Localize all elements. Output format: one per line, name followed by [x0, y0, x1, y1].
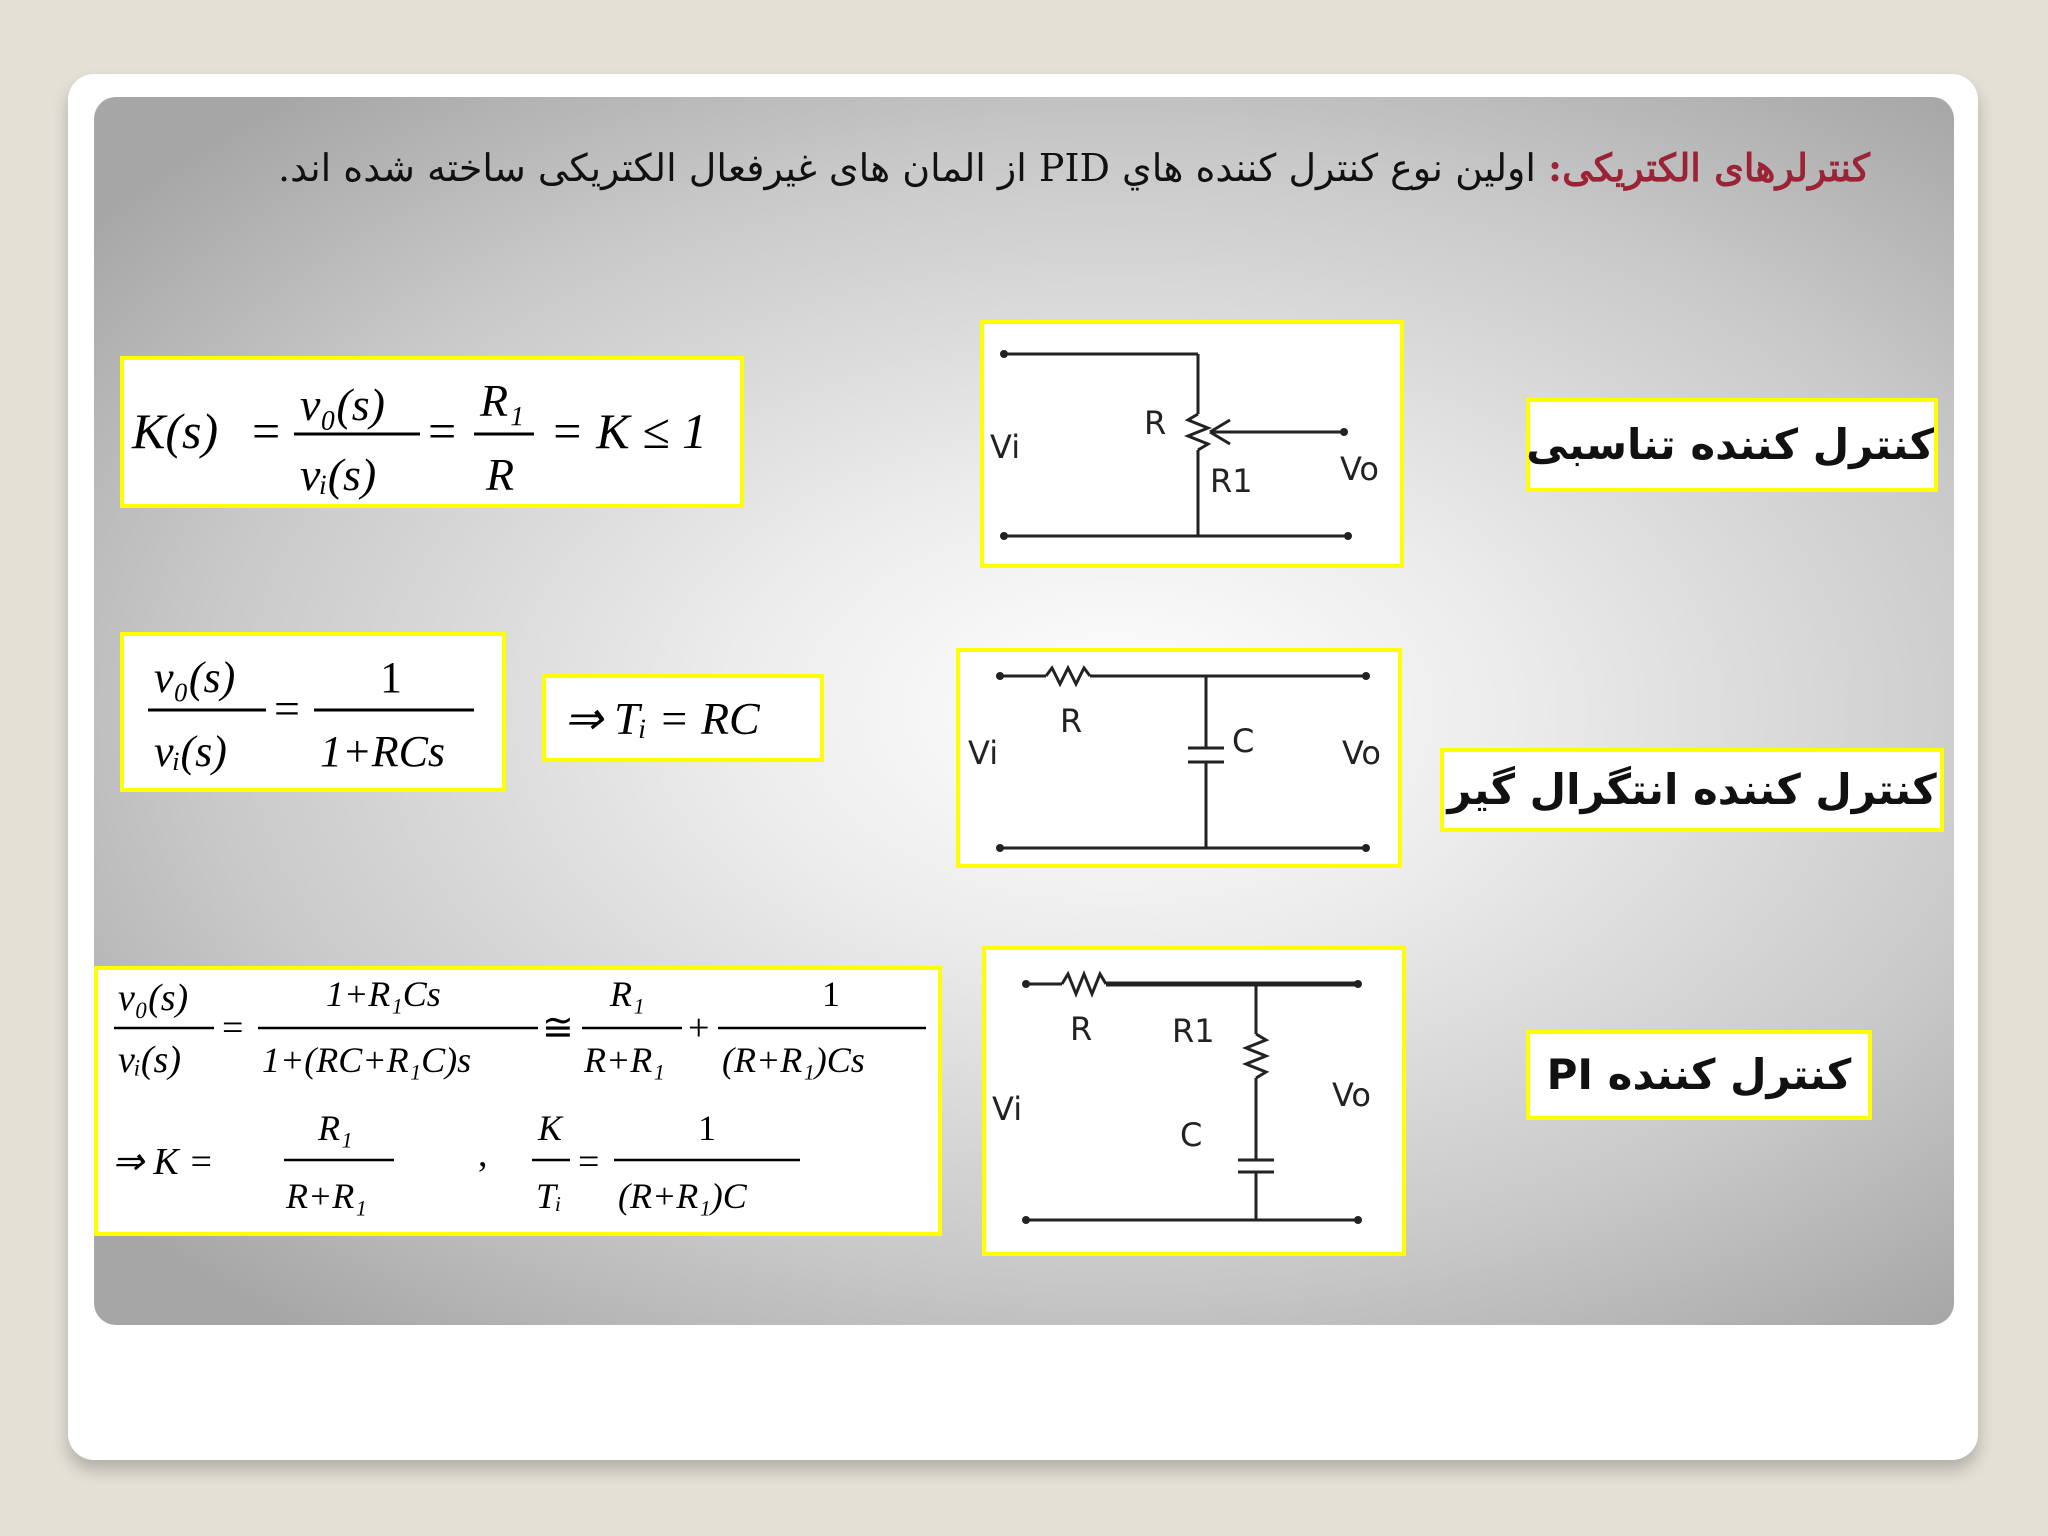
resistor-r-label: R	[1144, 404, 1167, 442]
eq-r: R	[486, 449, 515, 500]
vo-terminal-label: Vo	[1340, 450, 1379, 488]
eq-vo: v₀(s)	[154, 653, 236, 702]
eq-integrator-denominator: 1+RCs	[320, 727, 446, 776]
proportional-equation	[120, 356, 744, 508]
capacitor-c-label: C	[1232, 722, 1255, 760]
eq-pi-r1: R₁	[318, 1108, 353, 1148]
section-heading: کنترلرهای الکتریکی:	[1548, 145, 1870, 190]
eq-vi: vᵢ(s)	[154, 727, 227, 776]
header-line	[150, 138, 1870, 198]
integrator-equation	[120, 632, 506, 792]
resistor-r1-label: R1	[1210, 462, 1253, 500]
eq-plus: +	[688, 1007, 710, 1049]
eq-pi-r-plus-r1: R+R₁	[286, 1176, 367, 1216]
eq-pi-one: 1	[822, 974, 840, 1014]
pi-equation	[94, 966, 942, 1236]
eq-pi-one: 1	[698, 1108, 716, 1148]
eq-pi-k: ⇒ K =	[112, 1141, 214, 1183]
eq-vi: vᵢ(s)	[118, 1039, 181, 1081]
vo-terminal-label: Vo	[1332, 1076, 1371, 1114]
vi-terminal-label: Vi	[990, 428, 1021, 466]
eq-vi: vᵢ(s)	[300, 449, 377, 500]
eq-pi-cs-denominator: (R+R₁)Cs	[722, 1040, 865, 1080]
capacitor-c-label: C	[1180, 1116, 1203, 1154]
eq-pi-r-plus-r1-c: (R+R₁)C	[618, 1176, 747, 1216]
eq-pi-numerator: 1+R₁Cs	[326, 974, 441, 1014]
eq-r1: R₁	[480, 375, 525, 426]
eq-k-le-1: = K ≤ 1	[550, 403, 708, 459]
eq-ti-equals-rc: ⇒ Tᵢ = RC	[564, 693, 760, 744]
integrator-circuit	[956, 648, 1402, 868]
eq-pi-ti: Tᵢ	[536, 1176, 562, 1216]
proportional-label: کنترل کننده تناسبی	[1526, 398, 1938, 492]
eq-pi-denominator: 1+(RC+R₁C)s	[262, 1040, 472, 1080]
vi-terminal-label: Vi	[968, 734, 999, 772]
eq-equals: =	[578, 1141, 600, 1183]
integrator-label: کنترل کننده انتگرال گیر	[1440, 748, 1944, 832]
eq-pi-r-plus-r1: R+R₁	[584, 1040, 665, 1080]
eq-k-of-s: K(s)	[132, 403, 219, 459]
resistor-r-label: R	[1060, 702, 1083, 740]
vi-terminal-label: Vi	[992, 1090, 1023, 1128]
eq-equals: =	[252, 403, 281, 459]
eq-one: 1	[380, 653, 402, 702]
eq-equals: =	[222, 1007, 244, 1049]
eq-approx: ≅	[542, 1007, 574, 1049]
eq-pi-r1: R₁	[610, 974, 645, 1014]
header-text: اولین نوع کنترل کننده هاي PID از المان های غیرفعال الکتریکی ساخته شده اند.	[278, 146, 1549, 190]
resistor-r-label: R	[1070, 1010, 1093, 1048]
proportional-circuit	[980, 320, 1404, 568]
eq-pi-k-over: K	[538, 1108, 563, 1148]
resistor-r1-label: R1	[1172, 1012, 1215, 1050]
eq-vo: v₀(s)	[300, 379, 385, 430]
eq-equals: =	[274, 683, 300, 734]
vo-terminal-label: Vo	[1342, 734, 1381, 772]
pi-circuit	[982, 946, 1406, 1256]
eq-vo: v₀(s)	[118, 977, 189, 1019]
eq-equals: =	[428, 403, 457, 459]
integrator-time-constant	[542, 674, 824, 762]
eq-comma: ,	[478, 1133, 488, 1175]
pi-label: کنترل کننده PI	[1526, 1030, 1872, 1120]
